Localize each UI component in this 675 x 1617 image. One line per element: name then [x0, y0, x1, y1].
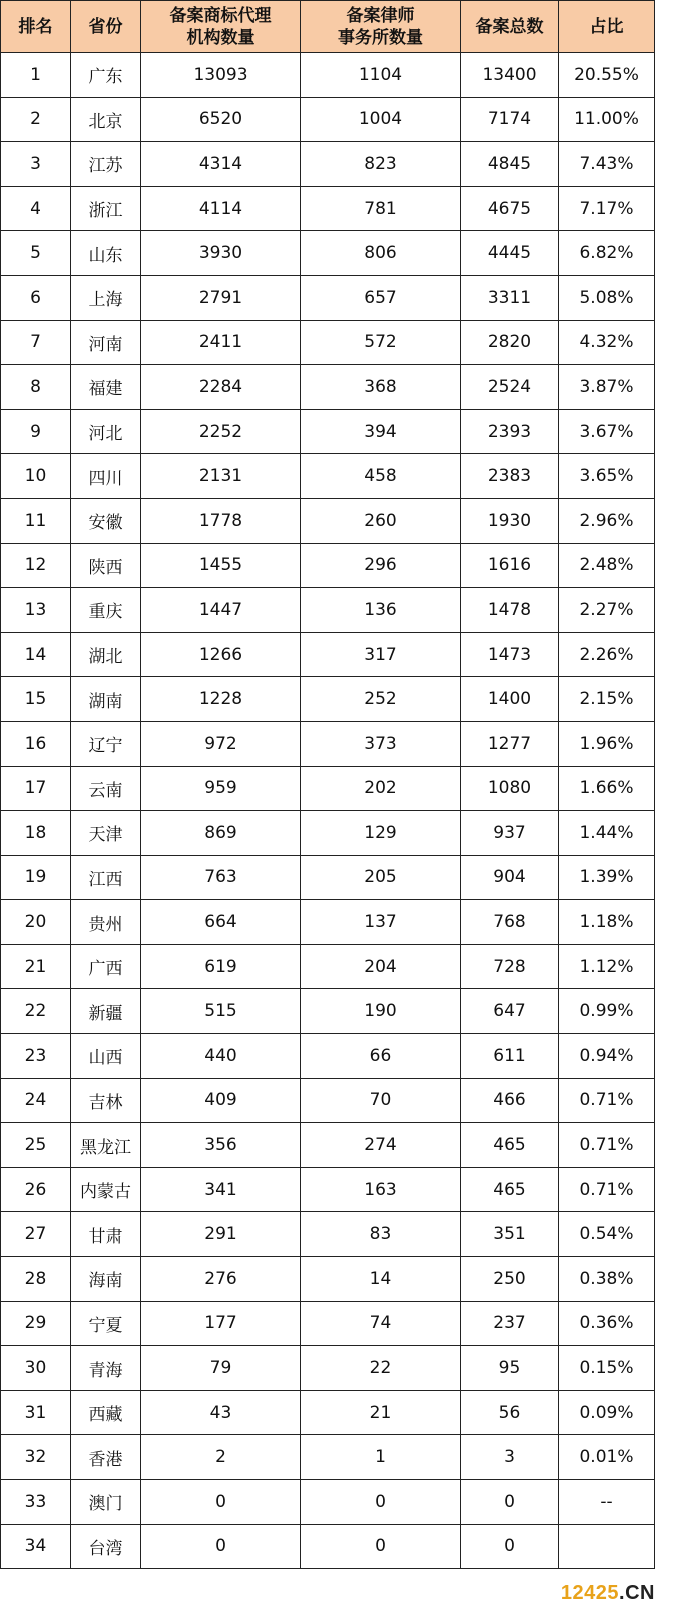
cell-rank: 22	[1, 989, 71, 1034]
cell-agency-count: 440	[141, 1034, 301, 1079]
cell-agency-count: 79	[141, 1346, 301, 1391]
cell-lawfirm-count: 136	[301, 588, 461, 633]
table-row	[1, 1167, 655, 1212]
cell-share: 1.66%	[559, 766, 655, 811]
table-row	[1, 1524, 655, 1569]
table-row	[1, 944, 655, 989]
cell-lawfirm-count: 296	[301, 543, 461, 588]
cell-province: 甘肃	[71, 1212, 141, 1257]
cell-agency-count: 515	[141, 989, 301, 1034]
cell-lawfirm-count: 1004	[301, 97, 461, 142]
table-row	[1, 320, 655, 365]
header-agency-count	[141, 1, 301, 53]
header-agency-line1: 备案商标代理	[169, 5, 272, 26]
cell-lawfirm-count: 205	[301, 855, 461, 900]
cell-province: 宁夏	[71, 1301, 141, 1346]
cell-province: 海南	[71, 1257, 141, 1302]
cell-province: 广东	[71, 53, 141, 98]
cell-agency-count: 1266	[141, 632, 301, 677]
table-row	[1, 97, 655, 142]
cell-total: 728	[461, 944, 559, 989]
cell-lawfirm-count: 806	[301, 231, 461, 276]
cell-rank: 32	[1, 1435, 71, 1480]
cell-lawfirm-count: 572	[301, 320, 461, 365]
table-row	[1, 1034, 655, 1079]
cell-agency-count: 619	[141, 944, 301, 989]
cell-rank: 20	[1, 900, 71, 945]
cell-share: 3.67%	[559, 409, 655, 454]
header-agency-line2: 机构数量	[186, 27, 255, 48]
cell-agency-count: 4114	[141, 186, 301, 231]
table-row	[1, 1346, 655, 1391]
cell-total: 0	[461, 1524, 559, 1569]
cell-province: 北京	[71, 97, 141, 142]
cell-lawfirm-count: 22	[301, 1346, 461, 1391]
cell-total: 647	[461, 989, 559, 1034]
cell-share: 2.26%	[559, 632, 655, 677]
cell-agency-count: 2131	[141, 454, 301, 499]
cell-province: 上海	[71, 275, 141, 320]
cell-province: 河北	[71, 409, 141, 454]
cell-lawfirm-count: 1104	[301, 53, 461, 98]
cell-lawfirm-count: 260	[301, 498, 461, 543]
cell-rank: 25	[1, 1123, 71, 1168]
table-row	[1, 543, 655, 588]
cell-share: 11.00%	[559, 97, 655, 142]
cell-share: 3.87%	[559, 365, 655, 410]
cell-share: 1.96%	[559, 721, 655, 766]
cell-share: 2.15%	[559, 677, 655, 722]
cell-lawfirm-count: 137	[301, 900, 461, 945]
site-watermark	[561, 1582, 655, 1605]
cell-total: 2383	[461, 454, 559, 499]
cell-total: 768	[461, 900, 559, 945]
cell-share: 0.99%	[559, 989, 655, 1034]
cell-rank: 21	[1, 944, 71, 989]
cell-share: 0.54%	[559, 1212, 655, 1257]
cell-rank: 34	[1, 1524, 71, 1569]
cell-province: 澳门	[71, 1480, 141, 1525]
cell-share: --	[559, 1480, 655, 1525]
table-row	[1, 365, 655, 410]
table-row	[1, 142, 655, 187]
header-rank: 排名	[1, 1, 71, 53]
cell-share: 20.55%	[559, 53, 655, 98]
cell-agency-count: 4314	[141, 142, 301, 187]
cell-total: 56	[461, 1390, 559, 1435]
cell-rank: 5	[1, 231, 71, 276]
cell-total: 466	[461, 1078, 559, 1123]
table-header	[1, 1, 655, 53]
cell-lawfirm-count: 74	[301, 1301, 461, 1346]
cell-total: 2524	[461, 365, 559, 410]
table-row	[1, 186, 655, 231]
cell-lawfirm-count: 204	[301, 944, 461, 989]
cell-share: 0.71%	[559, 1078, 655, 1123]
header-row	[1, 1, 655, 53]
cell-rank: 7	[1, 320, 71, 365]
cell-total: 0	[461, 1480, 559, 1525]
cell-rank: 17	[1, 766, 71, 811]
cell-total: 3	[461, 1435, 559, 1480]
cell-province: 广西	[71, 944, 141, 989]
cell-province: 香港	[71, 1435, 141, 1480]
cell-province: 青海	[71, 1346, 141, 1391]
cell-rank: 18	[1, 811, 71, 856]
cell-share: 3.65%	[559, 454, 655, 499]
cell-total: 2820	[461, 320, 559, 365]
cell-lawfirm-count: 394	[301, 409, 461, 454]
cell-rank: 14	[1, 632, 71, 677]
cell-lawfirm-count: 83	[301, 1212, 461, 1257]
cell-agency-count: 664	[141, 900, 301, 945]
cell-agency-count: 6520	[141, 97, 301, 142]
cell-lawfirm-count: 368	[301, 365, 461, 410]
table-row	[1, 588, 655, 633]
cell-lawfirm-count: 21	[301, 1390, 461, 1435]
cell-total: 95	[461, 1346, 559, 1391]
table-row	[1, 53, 655, 98]
header-total: 备案总数	[461, 1, 559, 53]
cell-agency-count: 1228	[141, 677, 301, 722]
cell-share: 4.32%	[559, 320, 655, 365]
cell-total: 611	[461, 1034, 559, 1079]
cell-rank: 23	[1, 1034, 71, 1079]
cell-share: 0.38%	[559, 1257, 655, 1302]
cell-agency-count: 1778	[141, 498, 301, 543]
cell-share: 0.94%	[559, 1034, 655, 1079]
cell-province: 江苏	[71, 142, 141, 187]
table-row	[1, 409, 655, 454]
cell-province: 江西	[71, 855, 141, 900]
cell-rank: 29	[1, 1301, 71, 1346]
cell-total: 1277	[461, 721, 559, 766]
cell-agency-count: 341	[141, 1167, 301, 1212]
cell-agency-count: 13093	[141, 53, 301, 98]
header-lawfirm-line2: 事务所数量	[338, 27, 423, 48]
cell-rank: 16	[1, 721, 71, 766]
cell-share: 7.17%	[559, 186, 655, 231]
cell-total: 465	[461, 1167, 559, 1212]
cell-total: 4845	[461, 142, 559, 187]
cell-agency-count: 3930	[141, 231, 301, 276]
cell-province: 吉林	[71, 1078, 141, 1123]
cell-share: 1.12%	[559, 944, 655, 989]
cell-share: 0.36%	[559, 1301, 655, 1346]
cell-agency-count: 2284	[141, 365, 301, 410]
cell-rank: 12	[1, 543, 71, 588]
cell-rank: 11	[1, 498, 71, 543]
cell-share: 0.15%	[559, 1346, 655, 1391]
cell-lawfirm-count: 190	[301, 989, 461, 1034]
table-row	[1, 1212, 655, 1257]
table-row	[1, 766, 655, 811]
cell-share	[559, 1524, 655, 1569]
cell-agency-count: 409	[141, 1078, 301, 1123]
table-row	[1, 855, 655, 900]
cell-rank: 3	[1, 142, 71, 187]
cell-lawfirm-count: 1	[301, 1435, 461, 1480]
cell-agency-count: 763	[141, 855, 301, 900]
cell-province: 重庆	[71, 588, 141, 633]
cell-province: 四川	[71, 454, 141, 499]
table-row	[1, 454, 655, 499]
table-row	[1, 811, 655, 856]
table-row	[1, 1480, 655, 1525]
cell-rank: 1	[1, 53, 71, 98]
cell-agency-count: 2	[141, 1435, 301, 1480]
cell-agency-count: 1447	[141, 588, 301, 633]
table-row	[1, 632, 655, 677]
cell-rank: 30	[1, 1346, 71, 1391]
cell-total: 904	[461, 855, 559, 900]
cell-total: 1478	[461, 588, 559, 633]
cell-province: 天津	[71, 811, 141, 856]
table-row	[1, 900, 655, 945]
cell-rank: 10	[1, 454, 71, 499]
cell-lawfirm-count: 0	[301, 1524, 461, 1569]
cell-total: 4675	[461, 186, 559, 231]
cell-lawfirm-count: 14	[301, 1257, 461, 1302]
table-row	[1, 498, 655, 543]
cell-share: 0.01%	[559, 1435, 655, 1480]
cell-total: 937	[461, 811, 559, 856]
cell-agency-count: 276	[141, 1257, 301, 1302]
cell-agency-count: 2791	[141, 275, 301, 320]
table-row	[1, 275, 655, 320]
cell-rank: 28	[1, 1257, 71, 1302]
table-row	[1, 231, 655, 276]
cell-rank: 33	[1, 1480, 71, 1525]
cell-province: 新疆	[71, 989, 141, 1034]
cell-total: 7174	[461, 97, 559, 142]
cell-rank: 13	[1, 588, 71, 633]
table-row	[1, 1078, 655, 1123]
cell-total: 13400	[461, 53, 559, 98]
cell-lawfirm-count: 66	[301, 1034, 461, 1079]
cell-total: 351	[461, 1212, 559, 1257]
cell-agency-count: 2252	[141, 409, 301, 454]
cell-province: 云南	[71, 766, 141, 811]
table-row	[1, 1435, 655, 1480]
cell-agency-count: 2411	[141, 320, 301, 365]
cell-province: 山东	[71, 231, 141, 276]
cell-province: 内蒙古	[71, 1167, 141, 1212]
cell-total: 3311	[461, 275, 559, 320]
cell-lawfirm-count: 274	[301, 1123, 461, 1168]
cell-total: 1400	[461, 677, 559, 722]
table-row	[1, 677, 655, 722]
cell-rank: 8	[1, 365, 71, 410]
table-row	[1, 989, 655, 1034]
header-province: 省份	[71, 1, 141, 53]
cell-lawfirm-count: 373	[301, 721, 461, 766]
cell-total: 465	[461, 1123, 559, 1168]
watermark-domain: .CN	[619, 1582, 655, 1604]
cell-total: 1080	[461, 766, 559, 811]
cell-total: 1930	[461, 498, 559, 543]
cell-lawfirm-count: 252	[301, 677, 461, 722]
cell-agency-count: 959	[141, 766, 301, 811]
header-lawfirm-count	[301, 1, 461, 53]
cell-province: 浙江	[71, 186, 141, 231]
table-row	[1, 1301, 655, 1346]
cell-lawfirm-count: 70	[301, 1078, 461, 1123]
cell-total: 1473	[461, 632, 559, 677]
cell-province: 山西	[71, 1034, 141, 1079]
cell-share: 2.48%	[559, 543, 655, 588]
cell-share: 1.18%	[559, 900, 655, 945]
table-row	[1, 721, 655, 766]
cell-total: 2393	[461, 409, 559, 454]
table-row	[1, 1257, 655, 1302]
cell-agency-count: 869	[141, 811, 301, 856]
cell-lawfirm-count: 129	[301, 811, 461, 856]
table-row	[1, 1390, 655, 1435]
cell-province: 贵州	[71, 900, 141, 945]
cell-rank: 15	[1, 677, 71, 722]
cell-share: 0.71%	[559, 1167, 655, 1212]
cell-rank: 9	[1, 409, 71, 454]
cell-province: 福建	[71, 365, 141, 410]
cell-rank: 4	[1, 186, 71, 231]
cell-province: 湖南	[71, 677, 141, 722]
cell-rank: 26	[1, 1167, 71, 1212]
table-body	[1, 53, 655, 1569]
cell-province: 辽宁	[71, 721, 141, 766]
cell-total: 4445	[461, 231, 559, 276]
cell-province: 河南	[71, 320, 141, 365]
cell-rank: 27	[1, 1212, 71, 1257]
cell-province: 安徽	[71, 498, 141, 543]
cell-province: 陕西	[71, 543, 141, 588]
cell-agency-count: 356	[141, 1123, 301, 1168]
cell-lawfirm-count: 823	[301, 142, 461, 187]
cell-share: 1.39%	[559, 855, 655, 900]
cell-agency-count: 0	[141, 1480, 301, 1525]
cell-lawfirm-count: 317	[301, 632, 461, 677]
cell-share: 0.71%	[559, 1123, 655, 1168]
cell-share: 1.44%	[559, 811, 655, 856]
cell-province: 台湾	[71, 1524, 141, 1569]
cell-agency-count: 177	[141, 1301, 301, 1346]
cell-share: 7.43%	[559, 142, 655, 187]
cell-rank: 2	[1, 97, 71, 142]
cell-agency-count: 43	[141, 1390, 301, 1435]
cell-lawfirm-count: 202	[301, 766, 461, 811]
cell-share: 6.82%	[559, 231, 655, 276]
cell-total: 1616	[461, 543, 559, 588]
cell-agency-count: 972	[141, 721, 301, 766]
cell-share: 2.27%	[559, 588, 655, 633]
cell-agency-count: 291	[141, 1212, 301, 1257]
cell-agency-count: 1455	[141, 543, 301, 588]
cell-lawfirm-count: 0	[301, 1480, 461, 1525]
cell-share: 0.09%	[559, 1390, 655, 1435]
cell-lawfirm-count: 458	[301, 454, 461, 499]
cell-share: 2.96%	[559, 498, 655, 543]
header-share: 占比	[559, 1, 655, 53]
cell-rank: 24	[1, 1078, 71, 1123]
cell-rank: 31	[1, 1390, 71, 1435]
cell-share: 5.08%	[559, 275, 655, 320]
cell-total: 237	[461, 1301, 559, 1346]
header-lawfirm-line1: 备案律师	[346, 5, 415, 26]
table-row	[1, 1123, 655, 1168]
watermark-number: 12425	[560, 1582, 620, 1604]
cell-rank: 6	[1, 275, 71, 320]
cell-province: 西藏	[71, 1390, 141, 1435]
cell-lawfirm-count: 163	[301, 1167, 461, 1212]
cell-lawfirm-count: 781	[301, 186, 461, 231]
cell-lawfirm-count: 657	[301, 275, 461, 320]
cell-total: 250	[461, 1257, 559, 1302]
cell-province: 湖北	[71, 632, 141, 677]
cell-province: 黑龙江	[71, 1123, 141, 1168]
cell-rank: 19	[1, 855, 71, 900]
cell-agency-count: 0	[141, 1524, 301, 1569]
